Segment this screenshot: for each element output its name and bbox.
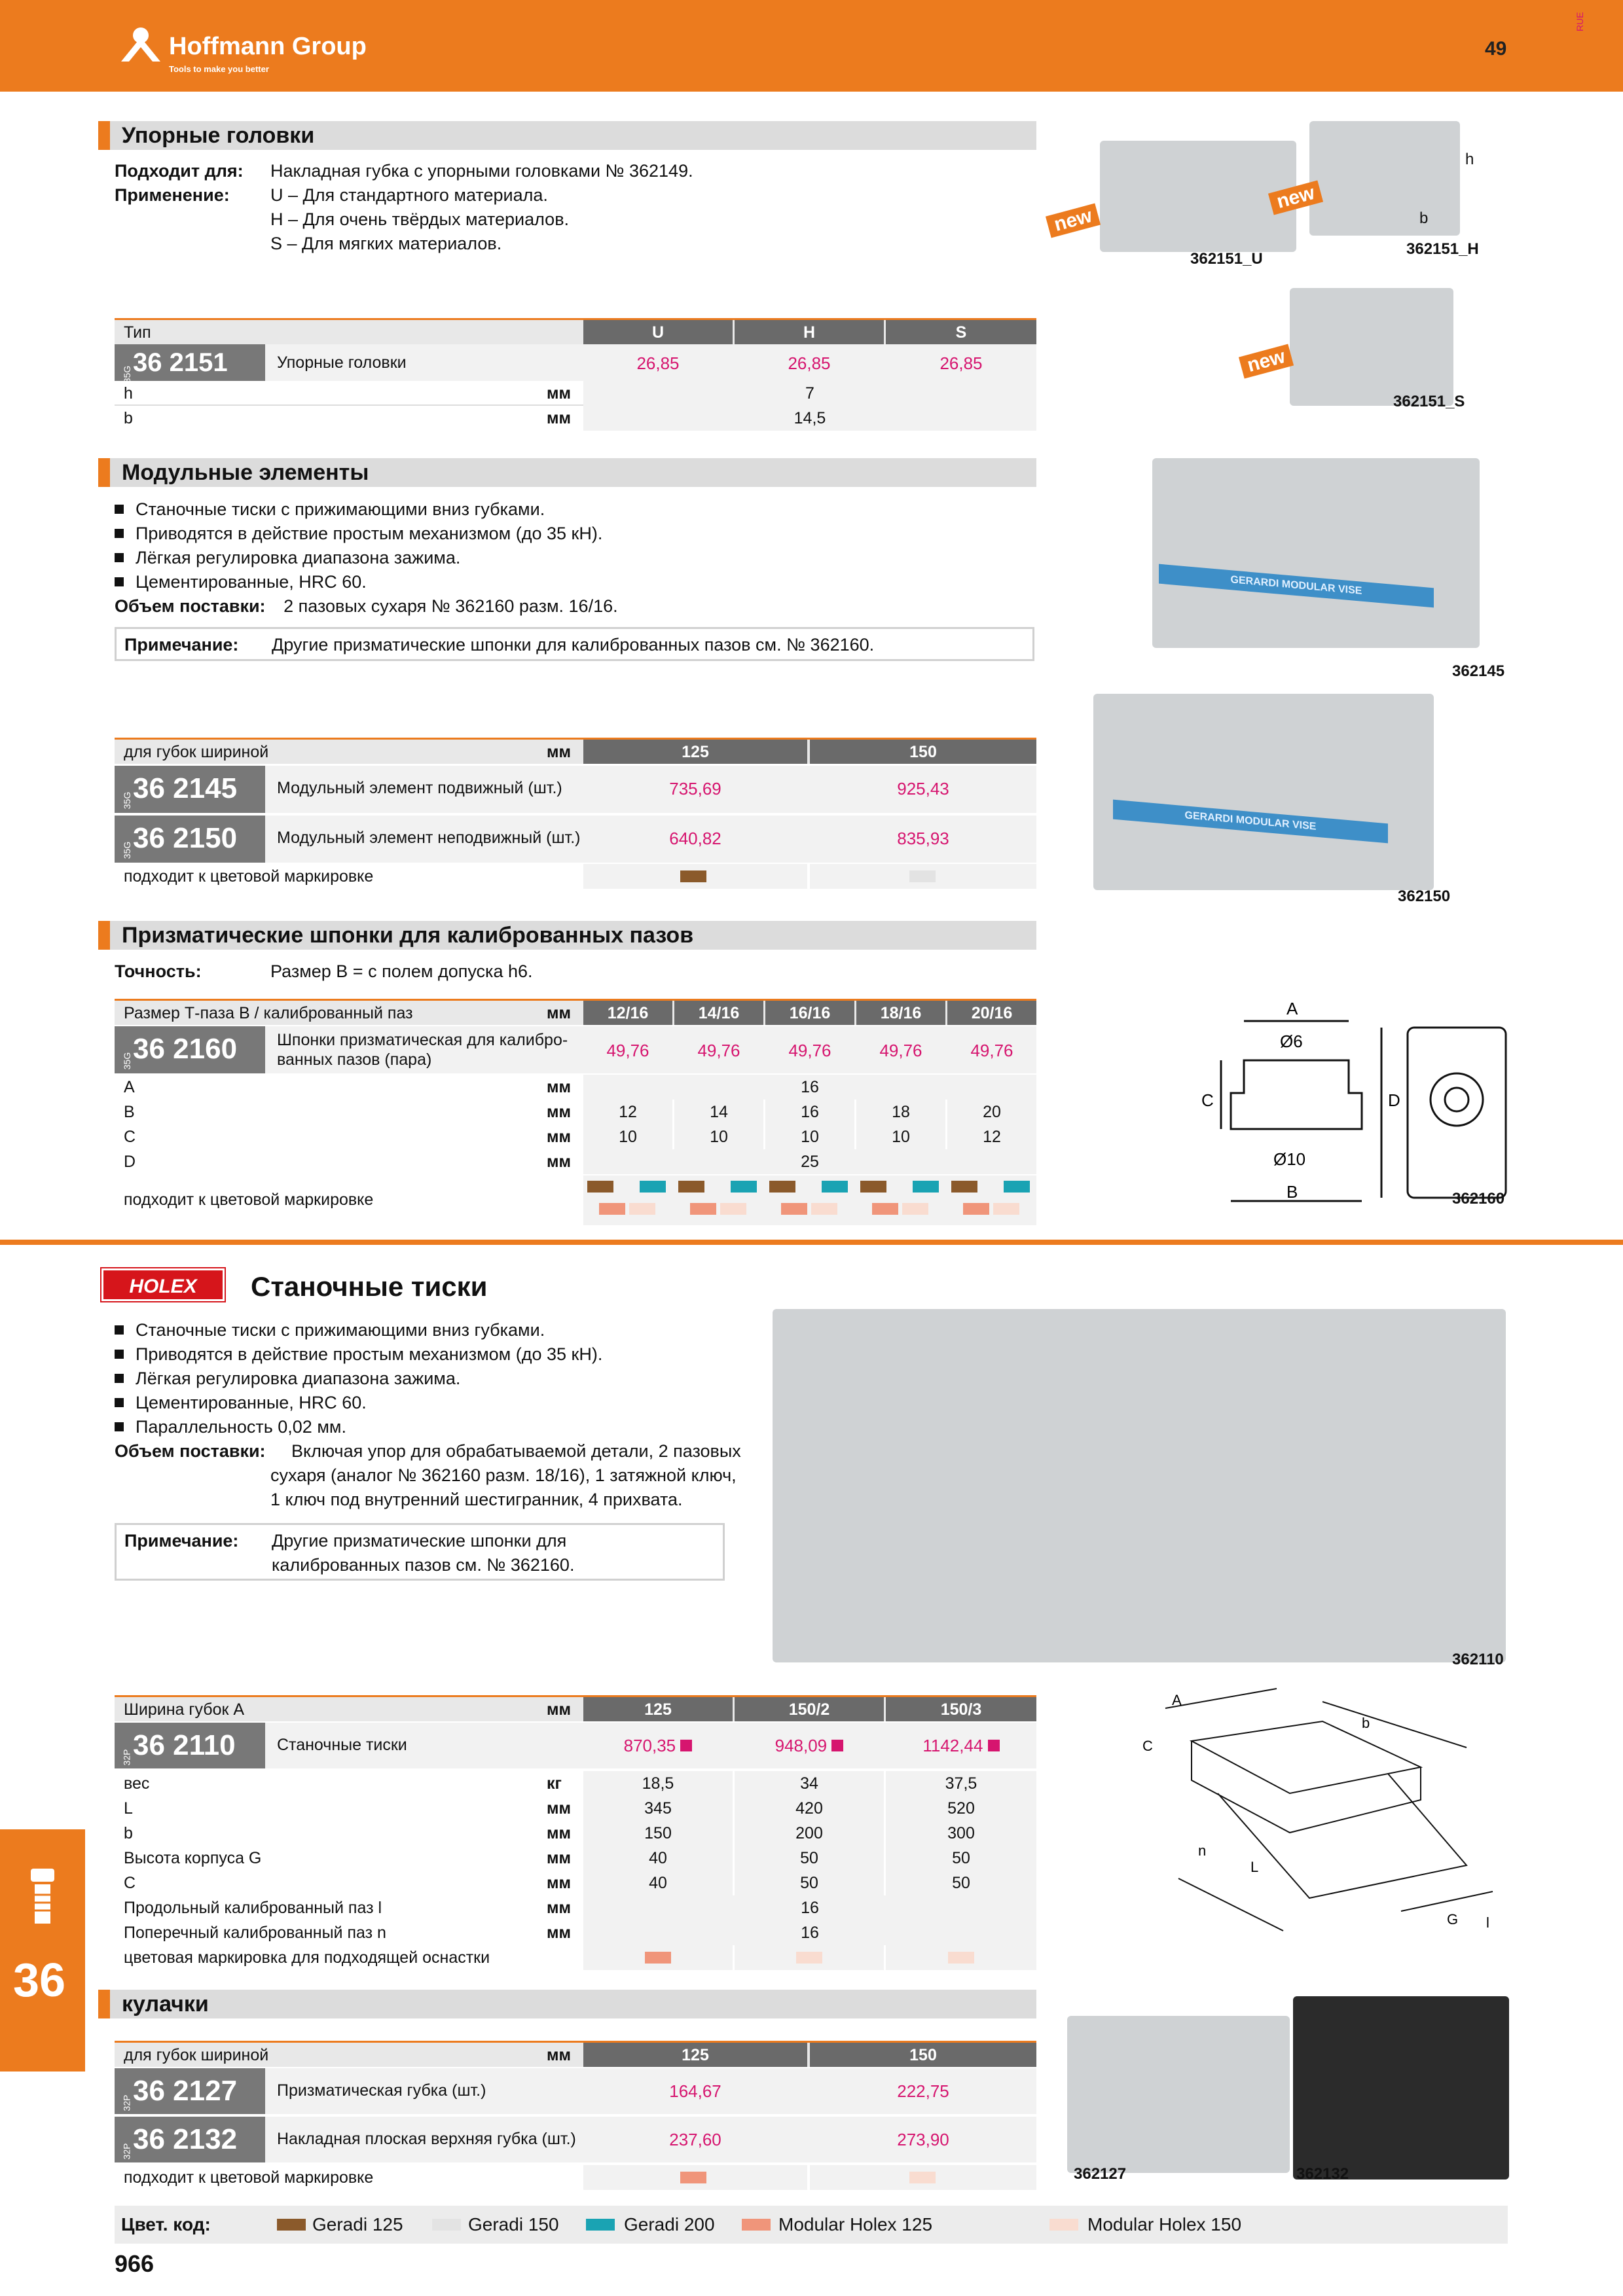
svg-text:Ø6: Ø6 bbox=[1280, 1031, 1303, 1051]
image-caption: 362150 bbox=[1398, 888, 1451, 905]
stop-head-u-image bbox=[1100, 141, 1296, 252]
top-page-number: 49 bbox=[1485, 38, 1507, 60]
s5-color-row: подходит к цветовой маркировке bbox=[115, 2165, 1036, 2190]
s2-color-row: подходит к цветовой маркировке bbox=[115, 864, 1036, 889]
image-caption: 362151_H bbox=[1406, 240, 1479, 258]
svg-text:C: C bbox=[1142, 1738, 1153, 1754]
section-divider bbox=[0, 1240, 1623, 1245]
svg-text:Ø10: Ø10 bbox=[1273, 1149, 1306, 1169]
legend-swatch bbox=[432, 2219, 461, 2231]
s3-color-row: подходит к цветовой маркировке bbox=[115, 1175, 1036, 1225]
stop-head-s-image bbox=[1290, 288, 1453, 406]
product-code: 35G 36 2150 bbox=[115, 816, 265, 863]
vise-dimension-drawing bbox=[1126, 1676, 1519, 1950]
svg-text:l: l bbox=[1486, 1914, 1489, 1931]
chapter-number: 36 bbox=[13, 1954, 66, 2007]
s5-table-header: для губок шириной мм 125 150 bbox=[115, 2041, 1036, 2067]
image-caption: 362151_S bbox=[1393, 393, 1465, 410]
chapter-tab bbox=[0, 1829, 85, 2072]
svg-text:D: D bbox=[1388, 1090, 1400, 1110]
image-caption: 362127 bbox=[1074, 2165, 1127, 2183]
svg-text:A: A bbox=[1172, 1692, 1182, 1708]
s5-product-row: 32P 36 2132 Накладная плоская верхняя губка (шт.) 237,60 273,90 bbox=[115, 2117, 1036, 2162]
svg-text:b: b bbox=[1362, 1715, 1370, 1731]
section-header-modular-elements: Модульные элементы bbox=[98, 458, 1036, 487]
tool-icon bbox=[23, 1869, 62, 1928]
language-code: RUE bbox=[1575, 12, 1585, 31]
color-swatch bbox=[909, 870, 936, 882]
modular-element-fixed-image bbox=[1093, 694, 1434, 890]
brand-name: Hoffmann Group bbox=[169, 33, 367, 60]
s2-text: Станочные тиски с прижимающими вниз губками. Приводятся в действие простым механизмом (до 35 кН). Лёгкая регулировка диапазона зажима. Цементированные, HRC 60. Объем поставки: 2 пазовых сухаря № 362160 разм. 16/16. bbox=[115, 497, 1044, 619]
holex-logo: HOLEX bbox=[101, 1268, 225, 1301]
product-code: 32P 36 2127 bbox=[115, 2068, 265, 2114]
tenon-drawing bbox=[1192, 995, 1519, 1217]
image-caption: 362151_U bbox=[1190, 250, 1263, 268]
brand-tagline: Tools to make you better bbox=[169, 64, 269, 74]
s4-table-header: Ширина губок A мм 125 150/2 150/3 bbox=[115, 1695, 1036, 1721]
s2-table-header: для губок шириной мм 125 150 bbox=[115, 738, 1036, 764]
s3-B-row: B мм 12 14 16 18 20 bbox=[115, 1100, 1036, 1124]
page-number: 966 bbox=[115, 2250, 155, 2277]
hoffmann-logo-icon bbox=[115, 25, 167, 64]
product-code: 32P 36 2110 bbox=[115, 1723, 265, 1768]
vise-brand-strip: GERARDI MODULAR VISE bbox=[1113, 800, 1388, 844]
image-caption: 362110 bbox=[1452, 1651, 1504, 1668]
legend-swatch bbox=[1049, 2219, 1078, 2231]
s3-D-row: D мм 25 bbox=[115, 1149, 1036, 1174]
s1-table-header: Тип U H S bbox=[115, 318, 1036, 344]
stop-head-h-image bbox=[1309, 121, 1460, 236]
new-badge: new bbox=[1239, 344, 1294, 378]
s1-product-row: 35G 36 2151 Упорные головки 26,85 26,85 26,85 bbox=[115, 344, 1036, 381]
prismatic-jaw-image bbox=[1067, 2016, 1290, 2173]
s3-C-row: C мм 10 10 10 10 12 bbox=[115, 1124, 1036, 1149]
section-header-tenons: Призматические шпонки для калиброванных пазов bbox=[98, 921, 1036, 950]
svg-text:n: n bbox=[1198, 1842, 1207, 1859]
machine-vise-image bbox=[773, 1309, 1506, 1662]
s2-product-row: 35G 36 2145 Модульный элемент подвижный (шт.) 735,69 925,43 bbox=[115, 766, 1036, 813]
s3-table-header: Размер Т-паза B / калиброванный паз мм 12/16 14/16 16/16 18/16 20/16 bbox=[115, 999, 1036, 1025]
flat-jaw-image bbox=[1293, 1996, 1509, 2179]
image-caption: 362132 bbox=[1296, 2165, 1349, 2183]
s5-product-row: 32P 36 2127 Призматическая губка (шт.) 164,67 222,75 bbox=[115, 2068, 1036, 2114]
dim-label: h bbox=[1465, 151, 1474, 168]
s3-product-row: 35G 36 2160 Шпонки призматическая для калибро- ванных пазов (пара) 49,76 49,76 49,76 49,76 49,76 bbox=[115, 1026, 1036, 1073]
new-badge: new bbox=[1046, 203, 1101, 238]
price-marker bbox=[831, 1740, 843, 1751]
s1-text: Подходит для: Накладная губка с упорными головками № 362149. Применение: U – Для стандартного материала. H – Для очень твёрдых материалов. S – Для мягких материалов. bbox=[115, 161, 693, 253]
legend-swatch bbox=[586, 2219, 615, 2231]
s1-h-row: h мм 7 bbox=[115, 381, 1036, 406]
section-title-machine-vise: Станочные тиски bbox=[251, 1271, 488, 1302]
image-caption: 362160 bbox=[1452, 1190, 1505, 1208]
s1-b-row: b мм 14,5 bbox=[115, 406, 1036, 431]
s3-accuracy: Точность: Размер B = с полем допуска h6. bbox=[115, 961, 533, 981]
modular-element-moving-image bbox=[1152, 458, 1480, 648]
price-marker bbox=[680, 1740, 692, 1751]
product-code: 35G 36 2151 bbox=[115, 344, 265, 381]
s4-spec-rows: вес кг 18,5 34 37,5 L мм 345 420 520 b мм 150 200 300 Высота корпуса G мм 40 50 50 C мм 40 50 50 Продольный калиброванный паз l мм 16 Поперечный калиброванный паз n мм 16 цветовая маркировка для подходящей оснастки bbox=[115, 1771, 1036, 1970]
svg-text:C: C bbox=[1201, 1090, 1214, 1110]
new-badge: new bbox=[1268, 180, 1323, 215]
section-header-jaws: кулачки bbox=[98, 1990, 1036, 2018]
legend-swatch bbox=[277, 2219, 306, 2231]
color-code-legend: Цвет. код: Geradi 125 Geradi 150 Geradi 200 Modular Holex 125 Modular Holex 150 bbox=[115, 2206, 1508, 2244]
svg-text:G: G bbox=[1447, 1911, 1459, 1928]
product-code: 32P 36 2132 bbox=[115, 2117, 265, 2162]
s2-note: Примечание: Другие призматические шпонки для калиброванных пазов см. № 362160. bbox=[115, 627, 1034, 661]
price-marker bbox=[988, 1740, 1000, 1751]
color-swatch bbox=[680, 870, 706, 882]
product-code: 35G 36 2160 bbox=[115, 1026, 265, 1073]
dim-label: b bbox=[1419, 209, 1429, 227]
svg-text:A: A bbox=[1286, 999, 1298, 1018]
s4-note: Примечание: Другие призматические шпонки для калиброванных пазов см. № 362160. bbox=[115, 1523, 725, 1581]
image-caption: 362145 bbox=[1452, 662, 1505, 680]
svg-text:B: B bbox=[1286, 1182, 1298, 1202]
svg-text:L: L bbox=[1250, 1859, 1259, 1875]
s2-product-row: 35G 36 2150 Модульный элемент неподвижный (шт.) 640,82 835,93 bbox=[115, 816, 1036, 863]
section-header-stop-heads: Упорные головки bbox=[98, 121, 1036, 150]
s4-text: Станочные тиски с прижимающими вниз губками. Приводятся в действие простым механизмом (до 35 кН). Лёгкая регулировка диапазона зажима. Цементированные, HRC 60. Параллельность 0,02 мм. Объем поставки: Включая упор для обрабатываемой детали, 2 пазовых сухаря (аналог № 362160 разм. 18/16), 1 затяжной ключ, 1 ключ под внутренний шестигранник, 4 прихвата. bbox=[115, 1318, 795, 1512]
vise-brand-strip: GERARDI MODULAR VISE bbox=[1159, 564, 1434, 608]
s4-product-row: 32P 36 2110 Станочные тиски 870,35 948,09 1142,44 bbox=[115, 1723, 1036, 1768]
product-code: 35G 36 2145 bbox=[115, 766, 265, 813]
legend-swatch bbox=[742, 2219, 771, 2231]
s3-A-row: A мм 16 bbox=[115, 1075, 1036, 1100]
